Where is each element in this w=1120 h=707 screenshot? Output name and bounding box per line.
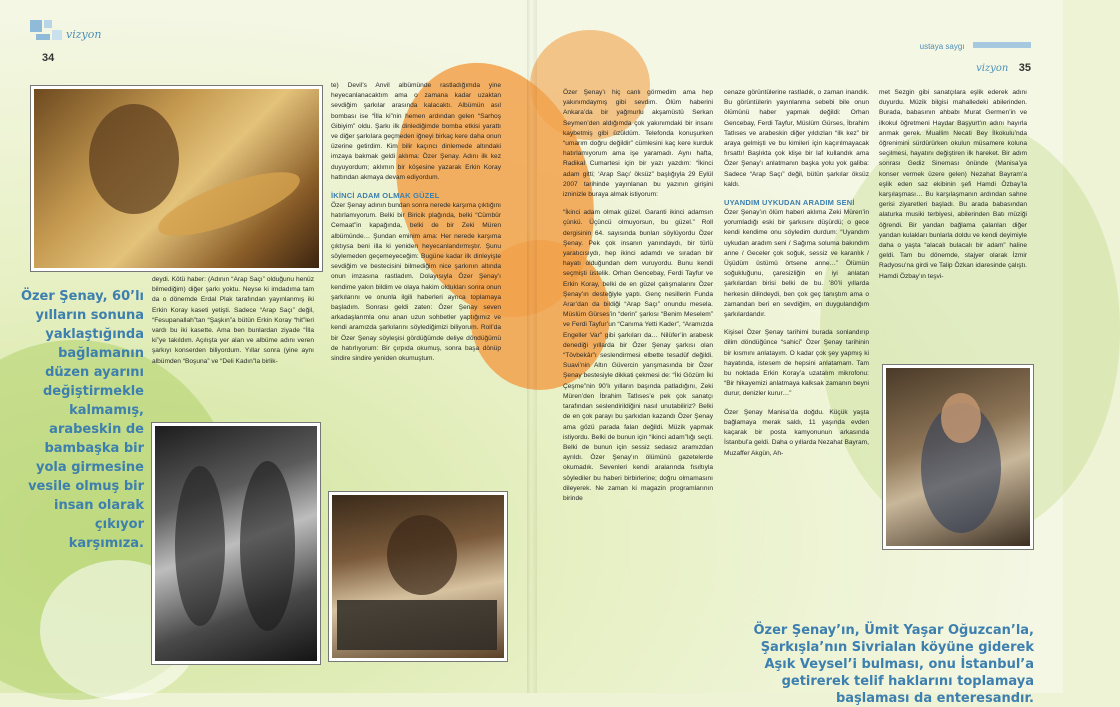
spine-gutter	[527, 0, 537, 693]
paragraph: Özer Şenay’ı hiç canlı görmedim ama hep yakınımdaymış gibi sevdim. Ölüm haberini Ankara’da bir yağmurlu akşamüstü Serkan Seymen’den aldığımda çok yakınımdaki bir insanı kaybetmiş gibi üzüldüm. Telefonda konuşurken “umarım doğru değildir” cümlesini kaç kere kurduk hatırlamıyorum ama işe yaramadı. Aynı hafta, Radikal Cumartesi için bir yazı yazdım: “İkinci adam gitti; ‘Arap Saçı’ öksüz” başlığıyla 29 Eylül 2007 tarihinde yayınlanan bu yazının girişini izninizle buraya almak istiyorum:	[563, 89, 713, 199]
article-column-3	[563, 88, 713, 512]
photo-face	[941, 393, 981, 443]
logo-square	[52, 30, 62, 40]
photo-figure	[175, 466, 225, 626]
paragraph: Özer Şenay’ın ölüm haberi aklıma Zeki Müren’in yorumladığı eski bir şarkısını düşürdü; o gece kendi kendime onu söyledim durdum: “Uyandım uykudan aradım seni / Sağıma soluma bakındım anne / Geceler çok soğuk, sessiz ve karanlık / Üşüdüm üstümü örtsene anne…” Ölümün soğukluğunu, çaresizliğin en iyi anlatan şarkılardan birisi belki de bu. ’80’li yıllarda herkesin dilindeydi, ben çok geç tanıştım ama o zamandan beri en sevdiğim, en duygulandığım şarkılardandır.	[724, 209, 869, 319]
subheading: İKİNCİ ADAM OLMAK GÜZEL	[331, 191, 440, 201]
paragraph: Özer Şenay adının bundan sonra nerede karşıma çıktığını hatırlamıyorum. Belki bir Biricik plağında, belki “Cümbür Cemaat”in kapağında, belki de bir Zeki Müren albümünde… Şundan eminim ama: Her nerede karşıma çıktıysa beni illa ki yeniden heyecanlandırmıştır. Şunu söylemeden geçemeyeceğim: Bugüne kadar ilk dinleyişte sevdiğim ve bestecisini bilmediğim nice şarkının altında onun imzasına rastladım. Dolayısıyla Özer Şenay’ı kendime yakın bildim ve olaya hakim oldukları sonra onun şarkılarını ve onunla ilgili haberleri ayrıca toplamaya başladım. Sonrası geldi zaten: Özer Şenay seven arkadaşlarımla onu anan uzun sohbetler yaptığımız ve kendi aramızda şarkılarını söylediğimizi biliyorum. Roll’da bir Özer Şenay söyleşisi gördüğümde deliye döndüğümü de hatırlıyorum: Bir çırpıda okumuş, sonra başa dönüp sindire sindire yeniden okumuştum.	[331, 202, 501, 363]
article-column-5	[879, 88, 1027, 290]
pull-quote-left: Özer Şenay, 60’lı yılların sonuna yaklaştığında bağlamanın düzen ayarını değiştirmekle kalmamış, arabeskin de bambaşka bir yola girmesine vesile olmuş bir insan olarak çıkıyor karşımıza.	[20, 289, 144, 551]
paragraph: cenaze görüntülerine rastladık, o zaman inandık. Bu görüntülerin yayınlanma sebebi bile onun ölümünü haber yapmak değildi: Orhan Gencebay, Ferdi Tayfur, Müslüm Gürses, İbrahim Tatlıses ve arabeskin diğer yıldızları “ilk kez” bir araya gelmişti ve bu kimileri için kaçırılmayacak fırsattı! Başlıkta çok klişe bir laf kullandık ama Özer Şenay’ı anlatmanın başka yolu yok galiba: Sadece “Arap Saçı” değil, bütün şarkılar öksüz kaldı.	[724, 89, 869, 188]
paragraph: Özer Şenay Manisa’da doğdu. Küçük yaşta bağlamaya merak saldı, 11 yaşında evden kaçarak bir posta kamyonunun arkasında İstanbul’a geldi. Daha o yıllarda Nezahat Bayram, Muzaffer Akgün, Ah-	[724, 408, 869, 457]
photo-mixing-console	[329, 492, 507, 661]
photo-band-black-white	[152, 423, 320, 664]
photo-figure	[89, 104, 179, 214]
page-number-left: 34	[42, 52, 55, 64]
page-number-right: 35	[1018, 62, 1031, 74]
logo-square	[36, 34, 50, 40]
pull-quote-right: Özer Şenay’ın, Ümit Yaşar Oğuzcan’la, Şarkışla’nın Sivrialan köyüne giderek Aşık Veysel’i bulması, onu İstanbul’a getirerek telif haklarını toplamaya başlaması da enteresandır.	[753, 623, 1034, 706]
kicker-bar	[973, 42, 1031, 48]
paragraph: te) Devil’s Anvil albümünde rastladığımda yine heyecanlanacaktım ama o zamana kadar uzaktan sevdiğim şarkılar arasında kalacaktı. Albümün asıl bombası ise “İlla ki”nin hemen ardından gelen “Sarhoş Gibiyim” oldu. Şarkı ilk dinlediğimde bomba etkisi yarattı ve diğer şarkılara geçmeden iğneyi birkaç kere daha onun üzerine getirdim. Kim bilir kaçıncı dinlemede altındaki imzaya bakmak geldi aklıma: Özer Şenay. Adını ilk kez duyuyordum; aklımın bir köşesine yazarak Erkin Koray hattından akmaya devam ediyordum.	[331, 82, 501, 181]
paragraph: deydi. Kötü haber: (Adının “Arap Saçı” olduğunu henüz bilmediğim) diğer şarkı yoktu. Neyse ki imdadıma tam da o dönemde Erdal Plak tarafından yayınlanmış iki Erkin Koray kaseti yetişti. Sadece “Arap Saçı” değil, “Fesupanallah”tan “Şaşkın”a bütün Erkin Koray “hit”leri vardı bu iki kasette. Ama ben bunlardan ziyade “İlla ki”ye takıldım. Açılışta yer alan ve albüme adını veren şarkıyı konserden biliyordum. Yıllar sonra (yine aynı albümden “Boşuna” ve “Deli Kadın”la birlik-	[152, 276, 314, 365]
paragraph: Kişisel Özer Şenay tarihimi burada sonlandırıp dilim döndüğünce “sahici” Özer Şenay tarihinin bir kısmını anlatayım. O kadar çok şey yapmış ki hayatında, istesem de hepsini anlatamam. Tam bu noktada Erkin Koray’a uzatalım mikrofonu: “Bir hikayemizi anlatmaya kalksak zamanın beyni durur, denizler kurur…”	[724, 329, 869, 398]
article-column-1	[152, 275, 314, 375]
section-row-right	[920, 58, 1031, 76]
paragraph: met Sezgin gibi sanatçılara eşlik ederek adını duyurdu. Müzik bilgisi mahalledeki abilerinden. Burada, babasının ahbabı Murat Germen’in ve ilkokul öğretmeni Haydar Başyurt’ın adını hayırla anmak gerek. Muallim Necati Bey İlkokulu’nda öğrenimini sürdürürken okulun müsamere koluna seçilmesi, hayatını değiştiren ilk hareket. Bir adım sonrası Gediz Sineması önünde (Manisa’ya konser vermek üzere gelen) Nezahat Bayram’a eşlik eden saz ekibinin şefi Hamdi Özbay’la karşılaşması… Bu karşılaşmanın ardından sahne gerisi ziyaretleri başladı. Bu arada babasından alaturka musiki terbiyesi, abilerinden Batı müziği öğrendi. Bir yandan bağlama çalanları diğer yandan kulakları bunlarla doldu ve kendi deyimiyle daha o yaşta “alacalı bulacalı bir adam” haline geldi. Tam bu dönemde, stajyer olarak İzmir Radyosu’na girdi ve Talip Özkan idaresinde çalıştı. Hamdi Özbay’ın teşvi-	[879, 89, 1027, 280]
kicker-label: ustaya saygı	[919, 42, 965, 51]
section-label-left: vizyon	[66, 28, 102, 41]
kicker-row	[920, 36, 1031, 54]
article-column-2	[331, 81, 501, 372]
photo-figure	[240, 461, 295, 631]
photo-figure	[387, 515, 457, 595]
logo-square	[30, 20, 42, 32]
photo-portrait-seated	[883, 365, 1033, 549]
photo-console	[337, 600, 497, 650]
article-column-4	[724, 88, 869, 467]
subheading: UYANDIM UYKUDAN ARADIM SENİ	[724, 198, 855, 208]
logo-square	[44, 20, 52, 28]
header-right	[920, 36, 1031, 76]
section-label-right: vizyon	[976, 63, 1009, 74]
photo-musician-headphones	[31, 86, 322, 271]
paragraph: “İkinci adam olmak güzel. Garanti ikinci adamsın çünkü. Üçüncü olmuyorsun, bu güzel.” Roll dergisinin 64. sayısında bunları söylüyordu Özer Şenay. Pek çok insanın yanındaydı, bir türlü yaratıcısıydı, hep ikinci adamdı ve sıradan bir hayatı olduğundan dem vuruyordu. Bunu kendi seçmişti üstelik. Orhan Gencebay, Ferdi Tayfur ve Erkin Koray, belki de en güzel çalışmalarını Özer Şenay’ın desteğiyle yaptı. Genç nesillerin Funda Arar’dan da bildiği “Arap Saçı” onundu mesela. Müslüm Gürses’in “derin” şarkısı “Benim Meselem” ve Ferdi Tayfur’un “Canıma Yetti Kader”, “Aramızda Engeller Var” gibi şarkıları da… Nilüfer’in arabesk denediği yıllarda bir Özer Şenay şarkısı olan “Tövbekâr”ı seslendirmesi elbette tesadüf değildi. Suavi’nin Altın Güvercin yarışmasında bir Özer Şenay bestesiyle dikkati çekmesi de: “İki Gözüm İki Çeşme”nin 90’lı yılların başında patladığını, Zeki Müren’den İbrahim Tatlıses’e pek çok sanatçı tarafından seslendirildiğini nasıl unutabiliriz? Belki de en çok parayı bu şarkıdan kazandı Özer Şenay ama gözü parada falan değildi. Müzik yapmak istiyordu. Belki de bunun için “ikinci adam”lığı seçti. Belki de bunun için sessiz sedasız aramızdan ayrıldı. Özer Şenay’ın ölümünü gazetelerde okumadık. Sevenleri kendi aralarında fısıltıyla söylediler bu haberi birbirlerine; doğru olmamasını dileyerek. Ne zaman ki magazin programlarının birinde	[563, 209, 713, 502]
vizyon-logo-left	[30, 16, 120, 56]
